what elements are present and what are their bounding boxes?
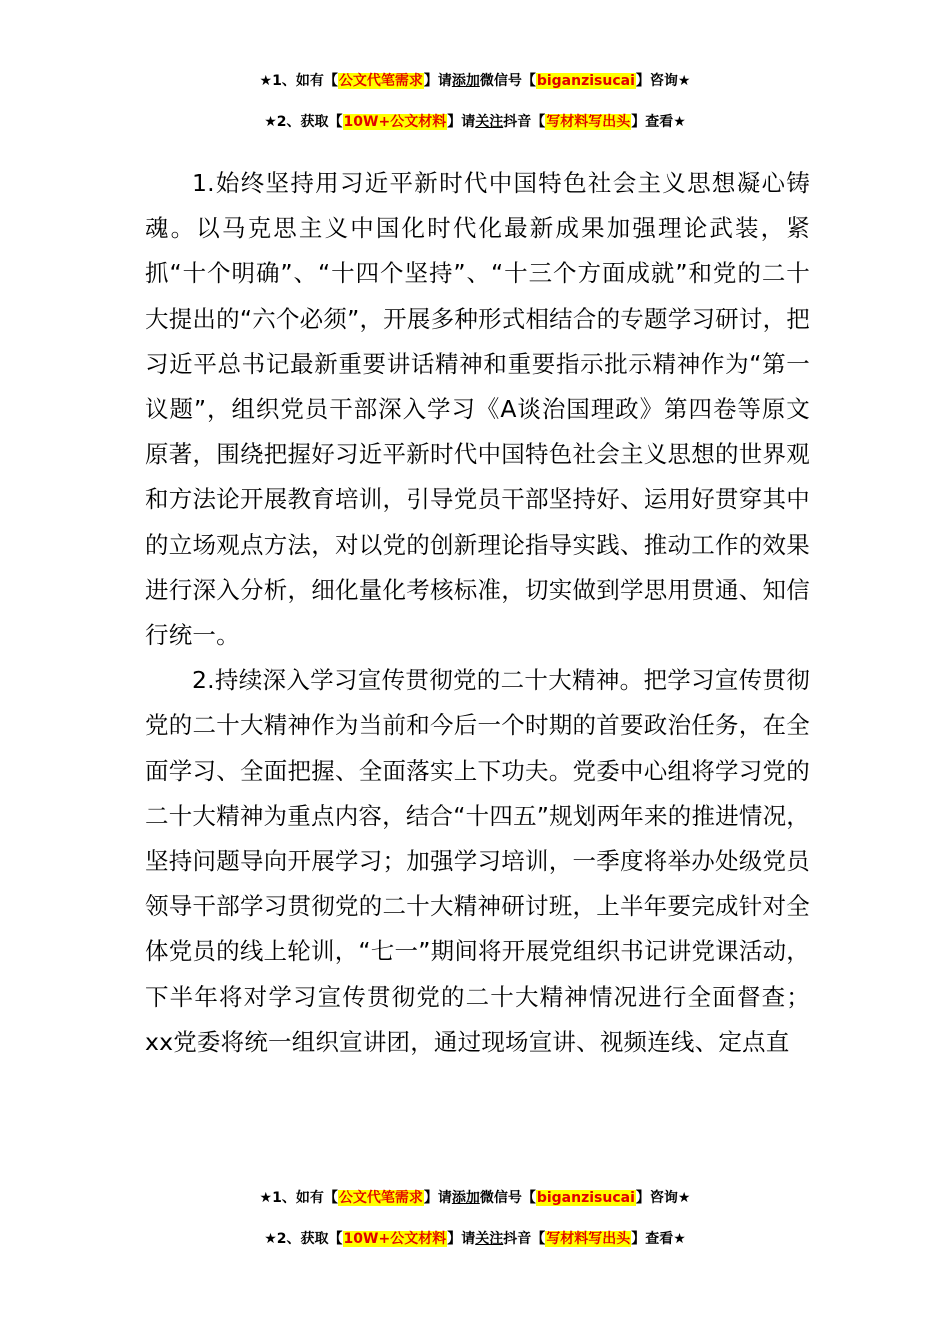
notice-text: 】查看★ — [631, 1231, 686, 1247]
notice-text: 】咨询★ — [635, 1190, 691, 1206]
highlight-ghostwriting: 公文代笔需求 — [338, 1190, 423, 1206]
highlight-douyin-account: 写材料写出头 — [546, 114, 631, 130]
highlight-materials: 10W+公文材料 — [343, 114, 447, 130]
notice-text: 】请 — [447, 114, 476, 130]
footer-notice-line-1 — [0, 1187, 950, 1209]
underline-add: 添加 — [451, 1190, 480, 1206]
notice-text: 】咨询★ — [635, 73, 691, 89]
header-notice-line-2 — [0, 111, 950, 133]
notice-text: 1、如有【 — [272, 73, 338, 89]
highlight-wechat-id: biganzisucai — [536, 73, 635, 89]
paragraph-2: 2.持续深入学习宣传贯彻党的二十大精神。把学习宣传贯彻党的二十大精神作为当前和今后一个时期的首要政治任务，在全面学习、全面把握、全面落实上下功夫。党委中心组将学习党的二十大精神为重点内容，结合“十四五”规划两年来的推进情况，坚持问题导向开展学习；加强学习培训，一季度将举办处级党员领导干部学习贯彻党的二十大精神研讨班，上半年要完成针对全体党员的线上轮训，“七一”期间将开展党组织书记讲党课活动，下半年将对学习宣传贯彻党的二十大精神情况进行全面督查；xx党委将统一组织宣讲团，通过现场宣讲、视频连线、定点直 — [145, 666, 810, 1056]
star-icon: ★ — [259, 73, 273, 89]
notice-text: 2、获取【 — [276, 1231, 343, 1247]
star-icon: ★ — [264, 114, 277, 130]
highlight-ghostwriting: 公文代笔需求 — [338, 73, 423, 89]
star-icon: ★ — [264, 1231, 277, 1247]
star-icon: ★ — [259, 1190, 273, 1206]
notice-text: 】查看★ — [631, 114, 686, 130]
document-body — [145, 161, 810, 1065]
paragraph-1: 1.始终坚持用习近平新时代中国特色社会主义思想凝心铸魂。以马克思主义中国化时代化最新成果加强理论武装，紧抓“十个明确”、“十四个坚持”、“十三个方面成就”和党的二十大提出的“六个必须”，开展多种形式相结合的专题学习研讨，把习近平总书记最新重要讲话精神和重要指示批示精神作为“第一议题”，组织党员干部深入学习《A谈治国理政》第四卷等原文原著，围绕把握好习近平新时代中国特色社会主义思想的世界观和方法论开展教育培训，引导党员干部坚持好、运用好贯穿其中的立场观点方法，对以党的创新理论指导实践、推动工作的效果进行深入分析，细化量化考核标准，切实做到学思用贯通、知信行统一。 — [145, 169, 810, 650]
notice-text: 2、获取【 — [276, 114, 343, 130]
footer-notice-line-2 — [0, 1228, 950, 1250]
notice-text: 】请 — [447, 1231, 476, 1247]
notice-text: 抖音【 — [503, 1231, 546, 1247]
highlight-douyin-account: 写材料写出头 — [546, 1231, 631, 1247]
notice-text: 1、如有【 — [272, 1190, 338, 1206]
header-notice-line-1 — [0, 70, 950, 92]
highlight-wechat-id: biganzisucai — [536, 1190, 635, 1206]
notice-text: 】请 — [423, 73, 452, 89]
underline-follow: 关注 — [475, 114, 504, 130]
notice-text: 】请 — [423, 1190, 452, 1206]
underline-add: 添加 — [451, 73, 480, 89]
notice-text: 微信号【 — [479, 73, 536, 89]
underline-follow: 关注 — [475, 1231, 504, 1247]
notice-text: 抖音【 — [503, 114, 546, 130]
highlight-materials: 10W+公文材料 — [343, 1231, 447, 1247]
notice-text: 微信号【 — [479, 1190, 536, 1206]
